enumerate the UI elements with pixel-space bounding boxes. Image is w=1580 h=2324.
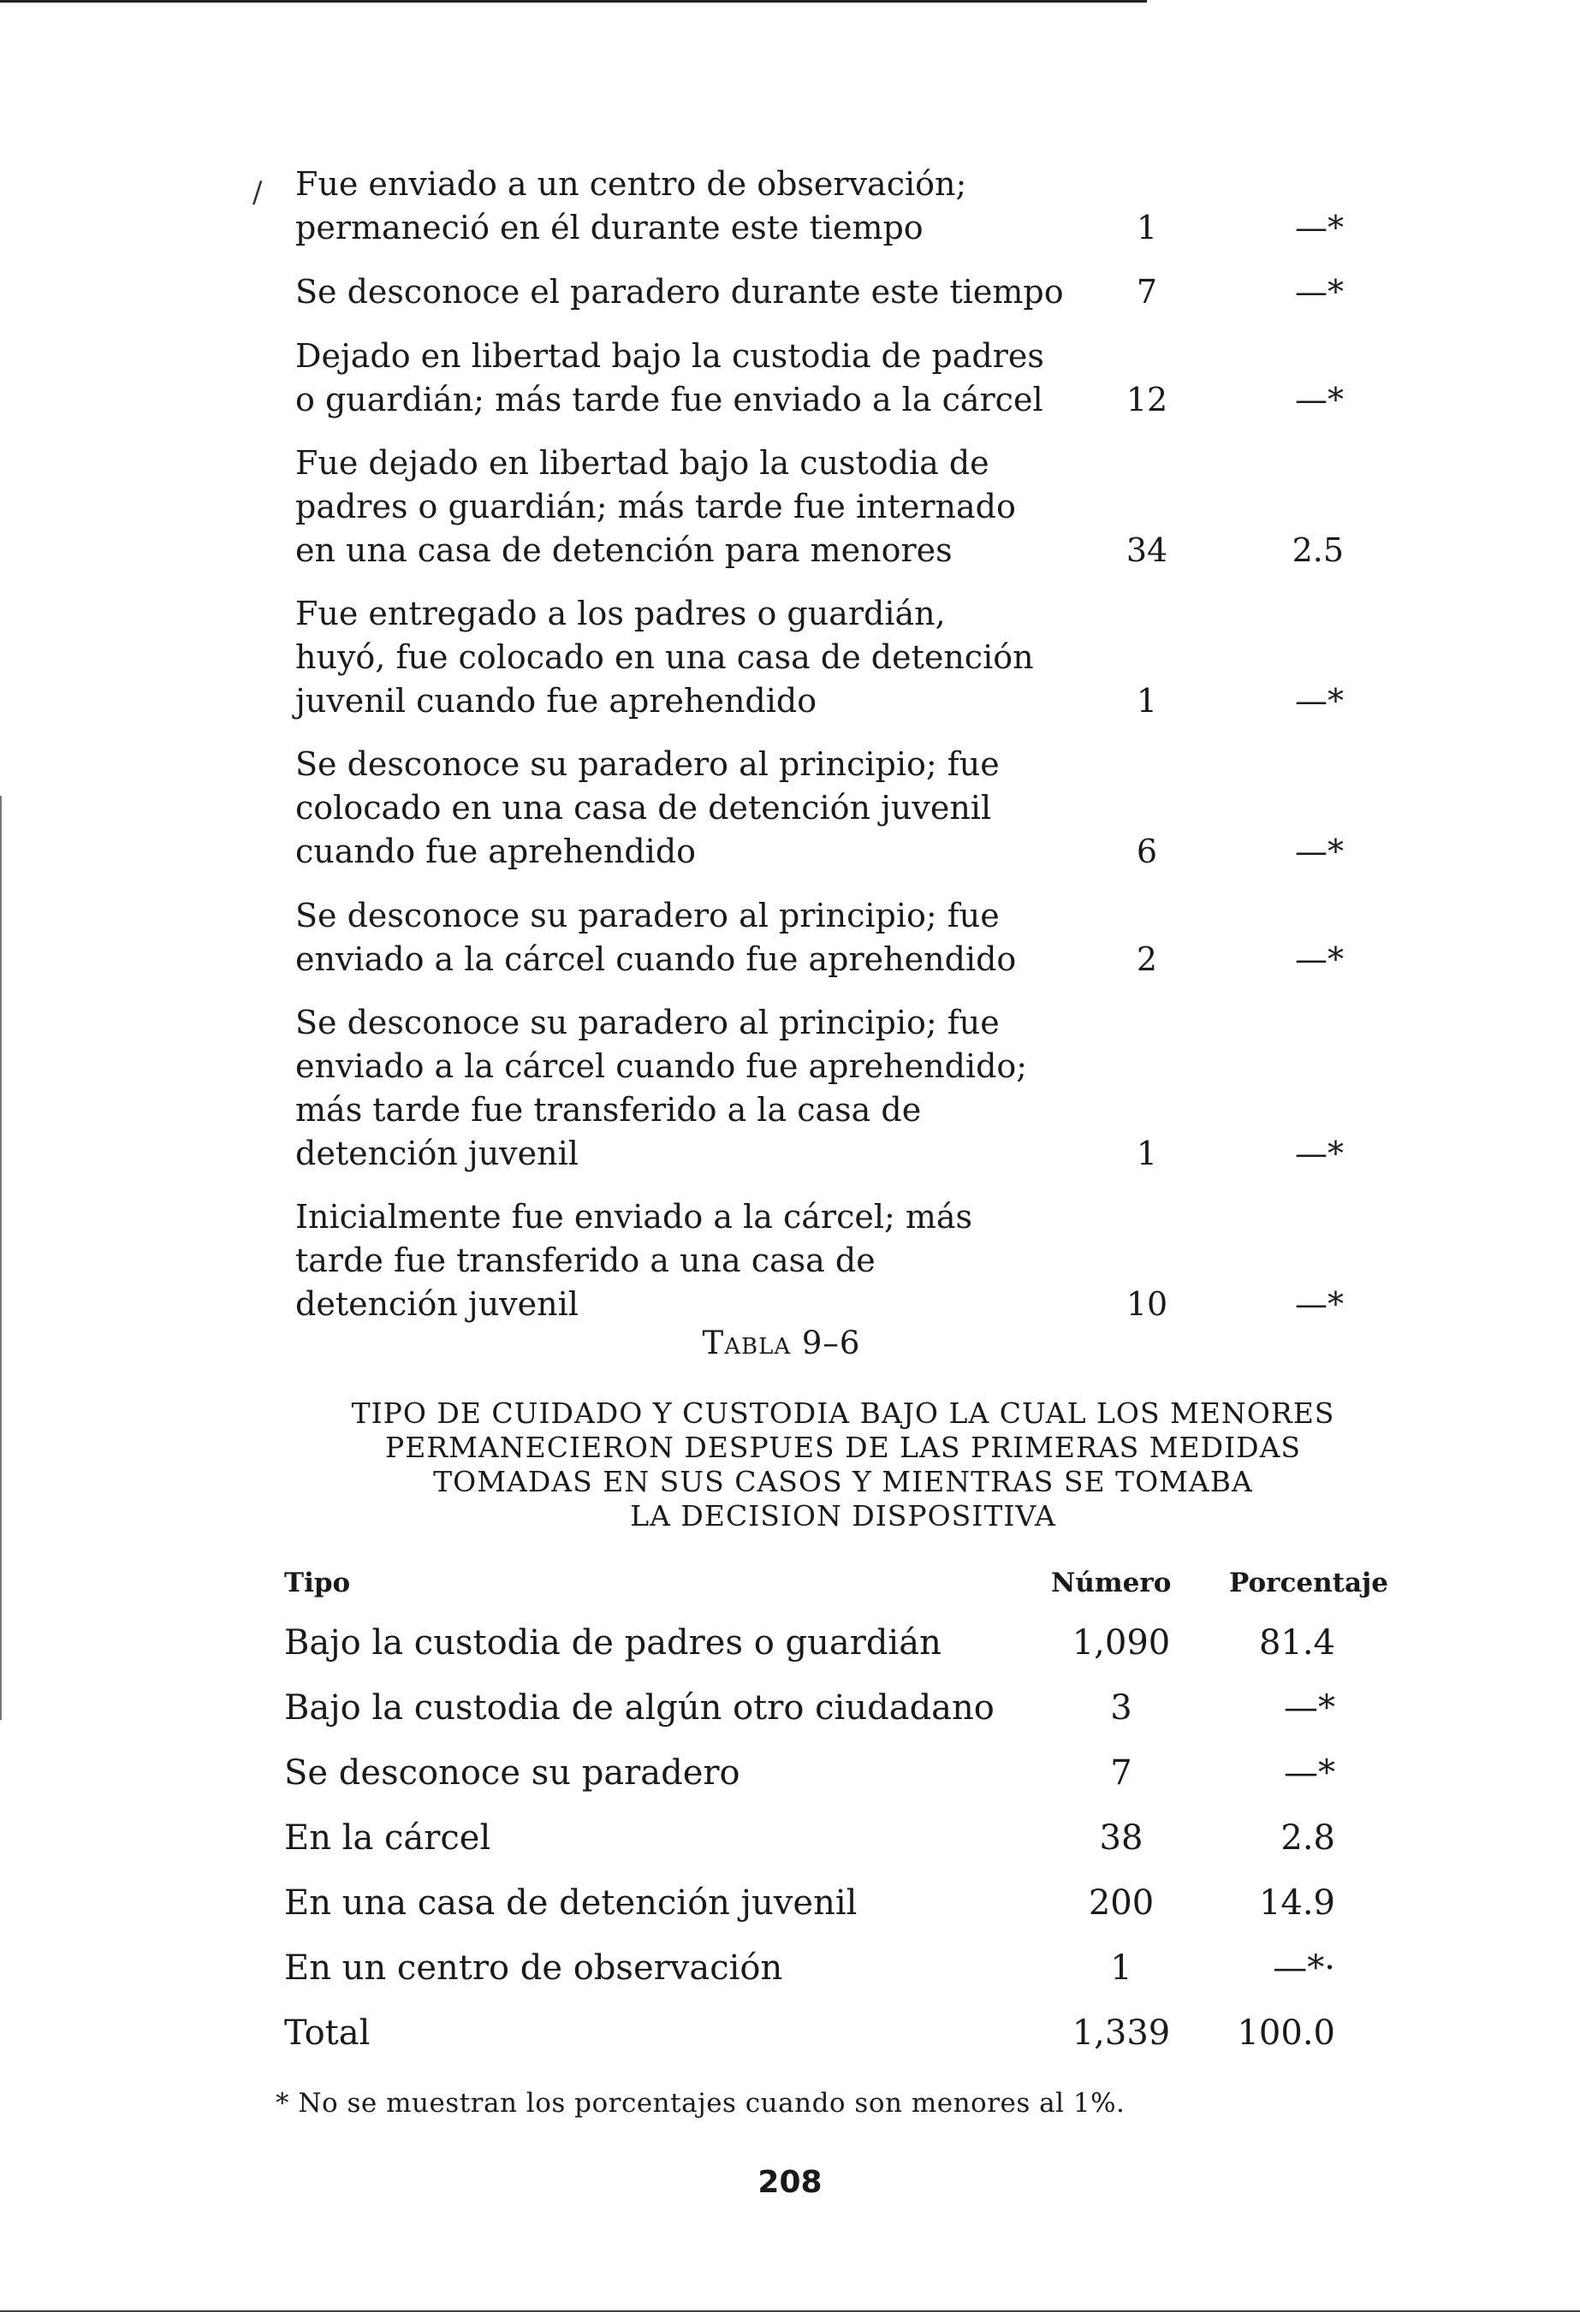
row-description: Fue entregado a los padres o guardián, huyó, fue colocado en una casa de detención juvenil cuando fue aprehendido [295,595,1034,720]
row-percent: —* [1295,381,1344,418]
row-percent: —* [1295,682,1344,720]
row-description: Se desconoce el paradero durante este tiempo [295,273,1064,311]
column-header-porcentaje: Porcentaje [1229,1568,1388,1598]
row-number: 200 [1088,1883,1155,1923]
row-number: 7 [1110,1753,1132,1793]
row-number: 12 [1126,381,1168,418]
top-rule [0,0,1147,3]
row-number: 1,090 [1072,1623,1171,1663]
row-percent: —* [1295,1285,1344,1323]
row-percent: —* [1295,940,1344,978]
row-description: En la cárcel [284,1818,491,1858]
row-number: 2 [1136,940,1158,978]
column-header-numero: Número [1051,1568,1172,1598]
row-number: 1 [1136,1135,1158,1172]
row-percent: 2.8 [1280,1818,1335,1858]
row-percent: 100.0 [1237,2013,1335,2053]
row-percent: —* [1295,1135,1344,1172]
row-description: En una casa de detención juvenil [284,1883,858,1923]
column-header-tipo: Tipo [284,1568,351,1598]
row-description: Inicialmente fue enviado a la cárcel; más tarde fue transferido a una casa de detención juvenil [295,1198,973,1323]
table-title: Tabla 9–6 [702,1325,861,1361]
row-percent: —* [1295,833,1344,870]
row-number: 1 [1110,1948,1132,1988]
row-description: Se desconoce su paradero [284,1753,740,1793]
row-number: 1 [1136,209,1158,246]
scan-edge-mark [0,796,2,1720]
table-caption: TIPO DE CUIDADO Y CUSTODIA BAJO LA CUAL LOS MENORES PERMANECIERON DESPUES DE LAS PRIMERAS MEDIDAS TOMADAS EN SUS CASOS Y MIENTRAS SE TOMABA LA DECISION DISPOSITIVA [351,1396,1335,1533]
bottom-rule [0,2310,1580,2312]
row-description: Se desconoce su paradero al principio; fue enviado a la cárcel cuando fue aprehendido [295,897,1017,978]
row-percent: —* [1295,209,1344,246]
row-percent: 2.5 [1292,531,1344,569]
row-percent: 81.4 [1258,1623,1335,1663]
row-percent: —*· [1273,1948,1335,1988]
row-description: Se desconoce su paradero al principio; fue colocado en una casa de detención juvenil cuando fue aprehendido [295,745,1000,870]
row-number: 7 [1136,273,1158,311]
margin-mark: / [252,175,263,210]
row-description: Se desconoce su paradero al principio; fue enviado a la cárcel cuando fue aprehendido; más tarde fue transferido a la casa de detención juvenil [295,1004,1028,1172]
footnote: * No se muestran los porcentajes cuando son menores al 1%. [276,2088,1126,2119]
row-number: 3 [1110,1688,1132,1728]
row-number: 1 [1136,682,1158,720]
row-description: Bajo la custodia de padres o guardián [284,1623,941,1663]
row-description: Dejado en libertad bajo la custodia de padres o guardián; más tarde fue enviado a la cárcel [295,337,1044,418]
row-description: Fue enviado a un centro de observación; permaneció en él durante este tiempo [295,165,967,246]
row-number: 10 [1126,1285,1168,1323]
row-description: Total [284,2013,371,2053]
page-number: 208 [757,2165,823,2200]
row-percent: —* [1295,273,1344,311]
row-number: 38 [1099,1818,1143,1858]
row-percent: —* [1284,1753,1335,1793]
row-number: 1,339 [1072,2013,1171,2053]
row-description: En un centro de observación [284,1948,783,1988]
row-number: 6 [1136,833,1158,870]
row-description: Bajo la custodia de algún otro ciudadano [284,1688,995,1728]
row-percent: 14.9 [1258,1883,1335,1923]
row-percent: —* [1284,1688,1335,1728]
row-number: 34 [1126,531,1168,569]
row-description: Fue dejado en libertad bajo la custodia de padres o guardián; más tarde fue internado en una casa de detención para menores [295,444,1016,569]
